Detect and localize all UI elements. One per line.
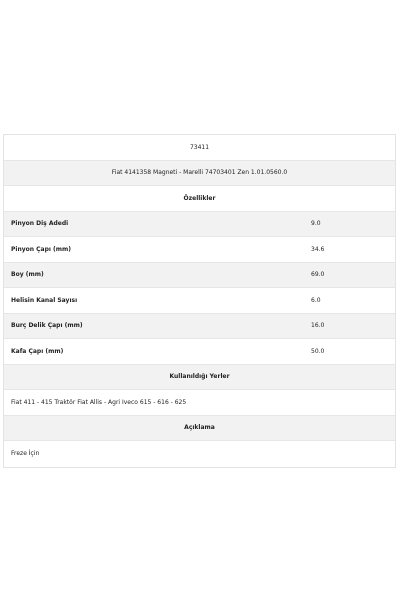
spec-row bbox=[4, 237, 395, 263]
spec-row bbox=[4, 314, 395, 340]
usage-heading-row bbox=[4, 365, 395, 391]
usage-text: Fiat 411 - 415 Traktör Fiat Allis - Agri Iveco 615 - 616 - 625 bbox=[11, 398, 187, 406]
features-heading: Özellikler bbox=[183, 194, 216, 202]
spec-value: 9.0 bbox=[311, 220, 321, 228]
part-code: 73411 bbox=[189, 143, 210, 151]
spec-label: Pinyon Çapı (mm) bbox=[11, 245, 71, 253]
references-text: Fiat 4141358 Magneti - Marelli 74703401 Zen 1.01.0560.0 bbox=[111, 169, 288, 177]
spec-row bbox=[4, 212, 395, 238]
part-code-row bbox=[4, 135, 395, 161]
description-heading-row bbox=[4, 416, 395, 442]
spec-label: Pinyon Diş Adedi bbox=[11, 220, 69, 228]
spec-value: 34.6 bbox=[311, 245, 325, 253]
spec-row bbox=[4, 288, 395, 314]
spec-label: Boy (mm) bbox=[11, 271, 44, 279]
spec-row bbox=[4, 263, 395, 289]
features-heading-row bbox=[4, 186, 395, 212]
references-row bbox=[4, 161, 395, 187]
spec-label: Kafa Çapı (mm) bbox=[11, 347, 64, 355]
description-text: Freze İçin bbox=[11, 450, 40, 458]
spec-value: 6.0 bbox=[311, 296, 321, 304]
spec-value: 16.0 bbox=[311, 322, 325, 330]
spec-label: Burç Delik Çapı (mm) bbox=[11, 322, 83, 330]
spec-row bbox=[4, 339, 395, 365]
description-row bbox=[4, 441, 395, 467]
usage-row bbox=[4, 390, 395, 416]
spec-value: 69.0 bbox=[311, 271, 325, 279]
spec-label: Helisin Kanal Sayısı bbox=[11, 296, 78, 304]
description-heading: Açıklama bbox=[184, 424, 215, 432]
spec-value: 50.0 bbox=[311, 347, 325, 355]
product-spec-table bbox=[3, 134, 396, 468]
usage-heading: Kullanıldığı Yerler bbox=[169, 373, 230, 381]
